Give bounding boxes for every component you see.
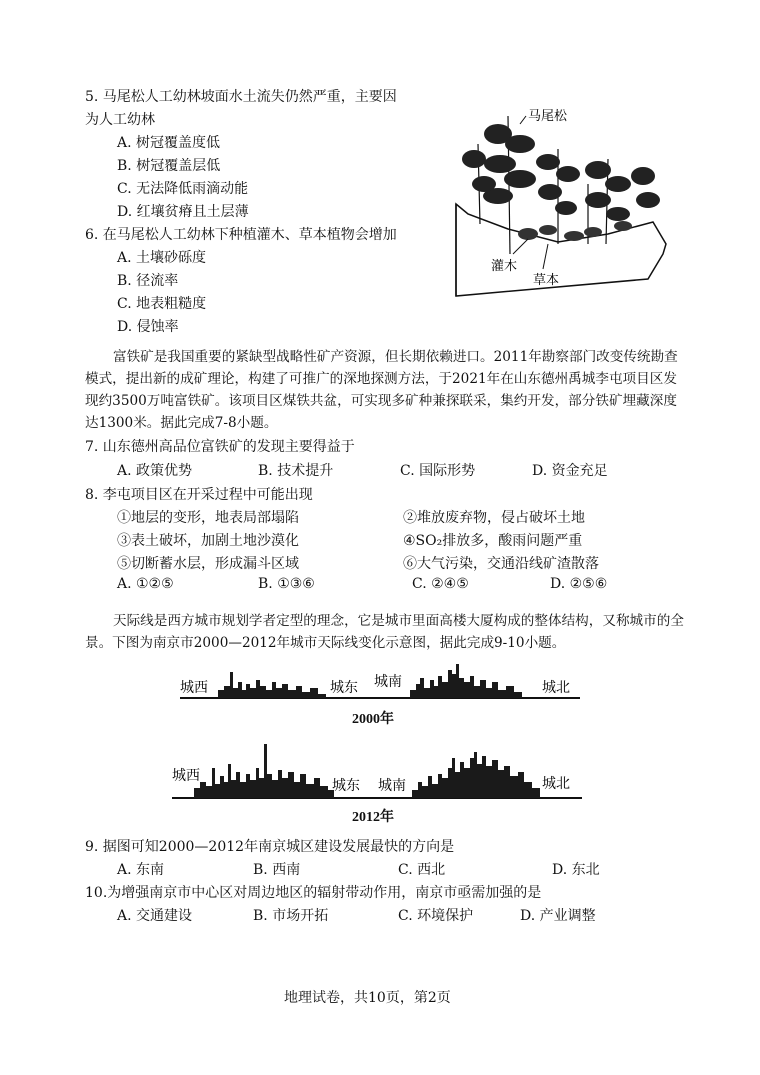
q10-option-d: D. 产业调整 [520,908,596,924]
pine-slope-figure [448,104,673,299]
q5-option-d: D. 红壤贫瘠且土层薄 [117,204,249,220]
q7-stem: 7. 山东德州高品位富铁矿的发现主要得益于 [85,439,355,455]
q8-item-6: ⑥大气污染，交通沿线矿渣散落 [403,556,599,572]
q6-option-a: A. 土壤砂砾度 [117,250,207,266]
skyline-2012-south-label: 城南 [378,778,406,794]
q5-stem-line1: 5. 马尾松人工幼林坡面水土流失仍然严重，主要因 [85,89,397,105]
skyline-2000-west-label: 城西 [180,680,208,696]
passage-iron-ore: 富铁矿是我国重要的紧缺型战略性矿产资源，但长期依赖进口。2011年勘察部门改变传统勘查模式，提出新的成矿理论，构建了可推广的深地探测方法，于2021年在山东德州禹城李屯项目区发现约3500万吨富铁矿。该项目区煤铁共盆，可实现多矿种兼探联采，集约开发，部分铁矿埋藏深度达1300米。据此完成7-8小题。 [85,349,678,431]
grass-label: 草本 [533,273,560,288]
shrub-label: 灌木 [491,259,518,274]
q9-option-c: C. 西北 [398,862,446,878]
q8-stem: 8. 李屯项目区在开采过程中可能出现 [85,487,313,503]
q6-option-b: B. 径流率 [117,273,179,289]
passage-skyline: 天际线是西方城市规划学者定型的理念，它是城市里面高楼大厦构成的整体结构，又称城市的全景。下图为南京市2000—2012年城市天际线变化示意图，据此完成9-10小题。 [85,613,684,651]
q5-stem-line2: 为人工幼林 [85,112,155,128]
skyline-2012-year: 2012年 [352,810,394,825]
q6-option-c: C. 地表粗糙度 [117,296,207,312]
skyline-2000-north-label: 城北 [542,680,570,696]
q8-item-4: ④SO₂排放多，酸雨问题严重 [403,533,583,549]
q7-option-c: C. 国际形势 [400,463,476,479]
q8-option-d: D. ②⑤⑥ [550,576,608,592]
q7-option-d: D. 资金充足 [532,463,608,479]
q8-item-1: ①地层的变形，地表局部塌陷 [117,510,299,526]
q9-stem: 9. 据图可知2000—2012年南京城区建设发展最快的方向是 [85,839,455,855]
skyline-2000-east-label: 城东 [330,680,358,696]
q10-option-a: A. 交通建设 [117,908,193,924]
q9-option-a: A. 东南 [117,862,165,878]
q5-option-b: B. 树冠覆盖层低 [117,158,221,174]
skyline-2012 [172,738,582,804]
skyline-2000-year: 2000年 [352,712,394,727]
q10-stem: 10.为增强南京市中心区对周边地区的辐射带动作用，南京市亟需加强的是 [85,885,542,901]
skyline-2012-north-label: 城北 [542,776,570,792]
q8-option-b: B. ①③⑥ [258,576,315,592]
skyline-2000-south-label: 城南 [374,674,402,690]
q8-option-a: A. ①②⑤ [117,576,174,592]
skyline-2000 [180,660,580,706]
q8-item-5: ⑤切断蓄水层，形成漏斗区域 [117,556,299,572]
q8-option-c: C. ②④⑤ [412,576,469,592]
q6-option-d: D. 侵蚀率 [117,319,179,335]
q5-option-c: C. 无法降低雨滴动能 [117,181,249,197]
q8-item-2: ②堆放废弃物，侵占破坏土地 [403,510,585,526]
q9-option-d: D. 东北 [552,862,600,878]
skyline-2012-east-label: 城东 [332,778,360,794]
q7-option-a: A. 政策优势 [117,463,193,479]
pine-label: 马尾松 [528,109,568,124]
q5-option-a: A. 树冠覆盖度低 [117,135,221,151]
q7-option-b: B. 技术提升 [258,463,334,479]
q6-stem: 6. 在马尾松人工幼林下种植灌木、草本植物会增加 [85,227,397,243]
q10-option-b: B. 市场开拓 [253,908,329,924]
q10-option-c: C. 环境保护 [398,908,474,924]
page-footer: 地理试卷，共10页，第2页 [284,990,451,1006]
skyline-2012-west-label: 城西 [172,768,200,784]
q9-option-b: B. 西南 [253,862,301,878]
q8-item-3: ③表土破坏，加剧土地沙漠化 [117,533,299,549]
